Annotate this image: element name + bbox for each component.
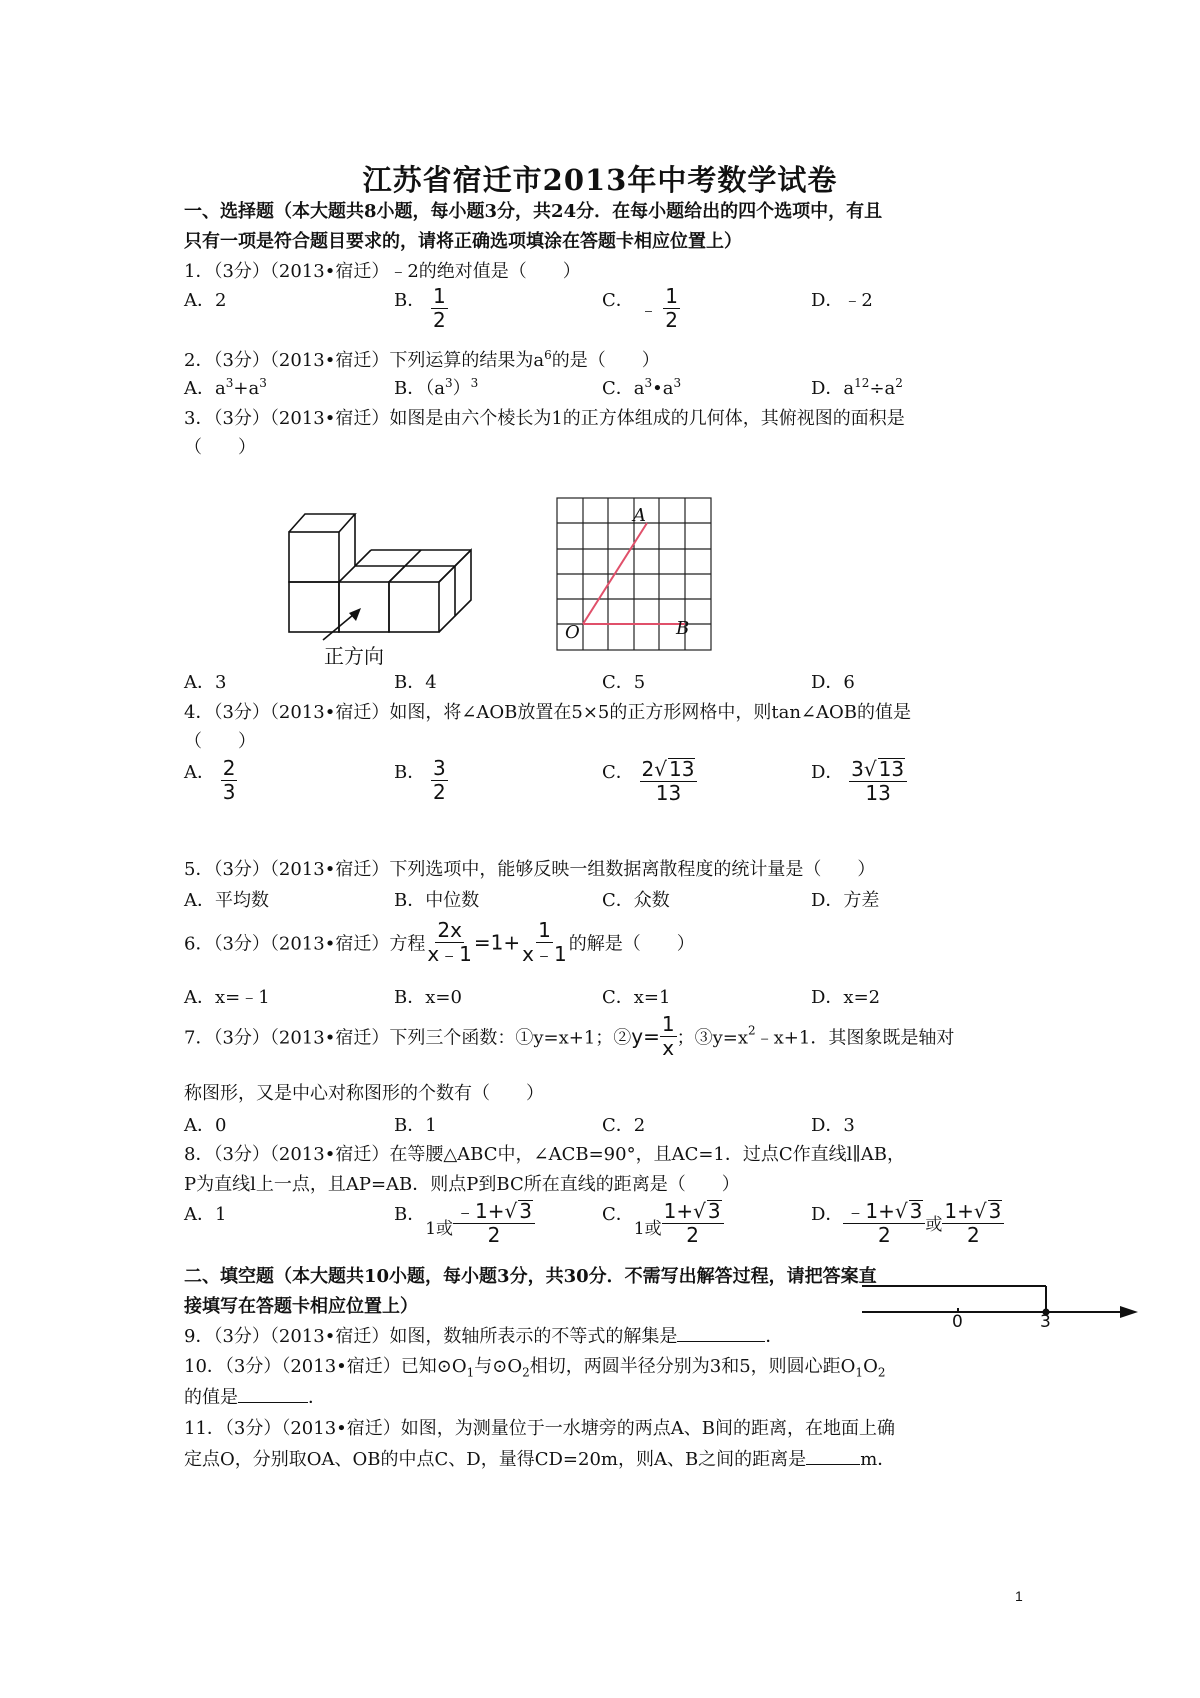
q4-d-fraction <box>849 758 907 804</box>
q2-a-sup2: 3 <box>259 376 267 390</box>
cube-front-bottom-left <box>289 582 339 632</box>
q4-a-den: 3 <box>222 780 236 804</box>
q10-stem-line2 <box>184 1383 326 1409</box>
q4-c-den: 13 <box>655 781 682 805</box>
q2-b-mid: ） <box>452 378 471 399</box>
q7-stem-mid: ；③y=x <box>676 1027 748 1049</box>
q2-c-mid: •a <box>652 378 674 399</box>
q2-option-c <box>602 374 681 400</box>
q2-stem-sup: 6 <box>544 348 552 362</box>
q9-answer-blank[interactable] <box>677 1341 765 1342</box>
q1-option-b-fraction <box>431 286 448 331</box>
q8-option-a: A．1 <box>184 1204 227 1225</box>
q7-stem-pre: 7．（3分）（2013•宿迁）下列三个函数：①y=x+1；② <box>184 1027 632 1049</box>
q4-d-rad: 13 <box>878 757 905 781</box>
q3-option-d: D．6 <box>811 672 855 693</box>
q6-stem-pre: 6．（3分）（2013•宿迁）方程 <box>184 933 426 955</box>
cube-solid-figure <box>285 500 500 672</box>
q10-answer-blank[interactable] <box>238 1402 308 1403</box>
q8-c-den: 2 <box>686 1223 699 1247</box>
page-title: 江苏省宿迁市2013年中考数学试卷 <box>362 163 838 197</box>
q8-c-num-pre: 1+ <box>663 1199 694 1223</box>
q1-c-numerator: 1 <box>665 284 678 308</box>
q9-stem <box>184 1322 783 1348</box>
q5-option-d: D．方差 <box>811 890 880 911</box>
q10-s4: 2 <box>877 1365 886 1380</box>
q8-d-or: 或 <box>925 1215 943 1235</box>
number-line-label-0: 0 <box>952 1312 963 1332</box>
q3-stem-line1: 3．（3分）（2013•宿迁）如图是由六个棱长为1的正方体组成的几何体，其俯视图的面积是 <box>184 408 905 429</box>
q4-stem-line2: （ ） <box>184 731 256 752</box>
q8-d-den1: 2 <box>878 1223 891 1247</box>
q7-stem-line1 <box>184 1014 954 1059</box>
q8-d-rad2: 3 <box>988 1199 1002 1223</box>
q2-d-pre: D．a <box>811 378 855 399</box>
q7-option-a: A．0 <box>184 1115 227 1136</box>
q2-stem-post: 的是（ ） <box>551 350 660 371</box>
q8-stem-line1: 8．（3分）（2013•宿迁）在等腰△ABC中，∠ACB=90°，且AC=1．过点C作直线l∥AB， <box>184 1144 905 1165</box>
q8-b-fraction <box>453 1200 535 1246</box>
q5-option-a: A．平均数 <box>184 890 269 911</box>
q1-option-c-fraction <box>663 286 680 331</box>
q11-stem-line2 <box>184 1445 895 1471</box>
cube-top-face <box>289 514 355 532</box>
grid-label-o: O <box>565 622 580 643</box>
q5-option-c: C．众数 <box>602 890 670 911</box>
q1-option-a: A．2 <box>184 290 227 311</box>
q10-s1: 1 <box>466 1365 475 1380</box>
q8-d-rad1: 3 <box>909 1199 923 1223</box>
q2-option-d <box>811 374 903 400</box>
number-line-label-3: 3 <box>1040 1312 1051 1332</box>
page-number: 1 <box>1015 1588 1023 1604</box>
q10-stem-line1 <box>184 1352 885 1380</box>
q2-option-a <box>184 374 267 400</box>
q4-a-num: 2 <box>222 756 236 780</box>
q3-option-c: C．5 <box>602 672 646 693</box>
q1-c-sign: ﹣ <box>639 300 658 321</box>
q8-b-den: 2 <box>487 1223 501 1247</box>
q2-c-sup1: 3 <box>644 376 653 390</box>
q11-line2-pre: 定点O，分别取OA、OB的中点C、D，量得CD=20m，则A、B之间的距离是 <box>184 1449 807 1470</box>
q7-option-c: C．2 <box>602 1115 646 1136</box>
q4-option-d <box>811 758 907 804</box>
q2-stem-pre: 2．（3分）（2013•宿迁）下列运算的结果为a <box>184 350 545 371</box>
q6-f1-den: x﹣1 <box>427 942 472 966</box>
number-line-arrow <box>1120 1306 1138 1318</box>
q1-b-denominator: 2 <box>432 308 446 332</box>
q4-c-coef: 2 <box>641 757 655 781</box>
grid-label-b: B <box>676 618 690 639</box>
grid-label-a: A <box>633 505 646 526</box>
q4-c-fraction <box>640 758 698 804</box>
q8-d-num1: ﹣1+√ 3 <box>843 1200 925 1224</box>
q8-c-pre: 1或 <box>633 1219 662 1239</box>
q11-line2-end: m． <box>860 1449 896 1470</box>
q4-c-rad: 13 <box>669 757 695 781</box>
q3-option-b: B．4 <box>394 672 437 693</box>
q4-b-fraction <box>431 758 448 803</box>
q8-d-num2-pre: 1+ <box>944 1199 974 1223</box>
q8-b-label: B． <box>394 1204 426 1225</box>
q2-a-pre: A．a <box>184 378 226 399</box>
q2-a-mid: +a <box>233 378 260 399</box>
q2-b-pre: B．（a <box>394 378 445 399</box>
direction-label: 正方向 <box>324 644 384 668</box>
q6-f2-den: x﹣1 <box>522 942 567 966</box>
q6-mid: =1+ <box>473 930 521 955</box>
q4-d-coef: 3 <box>851 757 864 781</box>
q2-c-sup2: 3 <box>673 376 682 390</box>
q10-line2: 的值是 <box>184 1387 238 1408</box>
cube-back-edge-3 <box>405 550 421 566</box>
q7-stem-line2: 称图形，又是中心对称图形的个数有（ ） <box>184 1083 544 1104</box>
q8-b-pre: 1或 <box>425 1219 454 1239</box>
q8-c-label: C． <box>602 1204 634 1225</box>
q4-c-label: C． <box>602 762 634 783</box>
q6-option-d: D．x=2 <box>811 987 881 1008</box>
q8-c-num: 1+√ 3 <box>662 1200 724 1224</box>
q4-stem-line1: 4．（3分）（2013•宿迁）如图，将∠AOB放置在5×5的正方形网格中，则tan∠AOB的值是 <box>184 702 912 723</box>
section1-heading-line1: 一、选择题（本大题共8小题，每小题3分，共24分．在每小题给出的四个选项中，有且 <box>184 201 883 222</box>
q7-option-b: B．1 <box>394 1115 437 1136</box>
q7-option-d: D．3 <box>811 1115 855 1136</box>
cube-side-face-right <box>439 566 455 632</box>
q2-c-pre: C．a <box>602 378 645 399</box>
q11-stem-line1: 11．（3分）（2013•宿迁）如图，为测量位于一水塘旁的两点A、B间的距离，在地面上确 <box>184 1418 896 1439</box>
q6-fraction-1 <box>425 920 474 965</box>
q8-d-num2: 1+√ 3 <box>942 1200 1004 1224</box>
q4-b-label: B． <box>394 762 426 783</box>
q1-option-b-label: B． <box>394 290 426 311</box>
q2-stem <box>184 346 660 372</box>
q10-mid1: 与⊙O <box>474 1356 523 1377</box>
q3-option-a: A．3 <box>184 672 227 693</box>
section2-heading-line2: 接填写在答题卡相应位置上） <box>184 1296 418 1317</box>
q9-stem-text: 9．（3分）（2013•宿迁）如图，数轴所表示的不等式的解集是 <box>184 1326 678 1347</box>
cube-top-right <box>389 566 455 582</box>
q4-d-label: D． <box>811 762 844 783</box>
q2-b-sup2: 3 <box>470 376 479 390</box>
q3-stem-line2: （ ） <box>184 437 256 458</box>
section1-heading-line2: 只有一项是符合题目要求的，请将正确选项填涂在答题卡相应位置上） <box>184 231 742 252</box>
q8-option-d <box>811 1200 1004 1246</box>
q6-option-a: A．x=﹣1 <box>184 987 270 1008</box>
q8-c-rad: 3 <box>707 1199 721 1223</box>
q4-b-den: 2 <box>432 780 446 804</box>
q4-b-num: 3 <box>432 756 446 780</box>
q6-option-c: C．x=1 <box>602 987 671 1008</box>
q2-d-mid: ÷a <box>869 378 896 399</box>
q10-pre: 10．（3分）（2013•宿迁）已知⊙O <box>184 1356 467 1377</box>
q8-b-num-pre: ﹣1+ <box>455 1199 505 1223</box>
q8-option-b <box>394 1200 535 1246</box>
q7-f-den: x <box>662 1036 675 1060</box>
q1-stem: 1．（3分）（2013•宿迁）﹣2的绝对值是（ ） <box>184 261 581 282</box>
q4-option-c <box>602 758 697 804</box>
q7-y-eq: y= <box>631 1024 660 1049</box>
q1-option-b <box>394 286 448 331</box>
q9-end: ． <box>765 1326 784 1347</box>
q10-end: ． <box>308 1387 326 1408</box>
cube-front-top-left <box>289 532 339 582</box>
q6-stem <box>184 920 695 965</box>
q8-c-fraction <box>662 1200 724 1246</box>
q8-d-fraction-1 <box>843 1200 925 1246</box>
q4-c-num: 2√ 13 <box>640 758 698 782</box>
q4-option-a <box>184 758 237 803</box>
q1-c-denominator: 2 <box>665 308 678 332</box>
q7-fraction <box>660 1014 677 1059</box>
q8-option-c <box>602 1200 724 1246</box>
q6-f2-num: 1 <box>538 918 551 942</box>
q7-sup: 2 <box>748 1023 756 1038</box>
q1-option-c-label: C． <box>602 290 634 311</box>
cube-front-bottom-right <box>389 582 439 632</box>
direction-arrow-head <box>349 608 361 621</box>
cube-front-bottom-middle <box>339 582 389 632</box>
q1-option-d: D．﹣2 <box>811 290 873 311</box>
q8-d-label: D． <box>811 1204 844 1225</box>
q8-d-den2: 2 <box>967 1223 980 1247</box>
q6-fraction-2 <box>520 920 569 965</box>
q2-d-sup1: 12 <box>854 376 870 390</box>
section2-heading-line1: 二、填空题（本大题共10小题，每小题3分，共30分．不需写出解答过程，请把答案直 <box>184 1266 877 1287</box>
q10-s2: 2 <box>522 1365 530 1380</box>
q8-d-fraction-2 <box>942 1200 1004 1246</box>
q8-d-num1-pre: ﹣1+ <box>845 1199 895 1223</box>
q6-f1-num: 2x <box>437 918 462 942</box>
q4-a-fraction <box>221 758 238 803</box>
q1-option-c <box>602 286 680 331</box>
q2-d-sup2: 2 <box>895 376 903 390</box>
q7-stem-post: ﹣x+1．其图象既是轴对 <box>755 1027 955 1049</box>
q2-option-b <box>394 374 478 400</box>
q6-stem-post: 的解是（ ） <box>568 933 695 955</box>
q2-a-sup1: 3 <box>225 376 234 390</box>
q8-b-num: ﹣1+√ 3 <box>453 1200 535 1224</box>
cube-top-middle <box>339 566 405 582</box>
number-line-figure <box>858 1282 1140 1338</box>
q6-option-b: B．x=0 <box>394 987 462 1008</box>
q8-b-rad: 3 <box>519 1199 533 1223</box>
q5-stem: 5．（3分）（2013•宿迁）下列选项中，能够反映一组数据离散程度的统计量是（ ） <box>184 859 876 880</box>
q8-stem-line2: P为直线l上一点，且AP=AB．则点P到BC所在直线的距离是（ ） <box>184 1174 740 1195</box>
q11-answer-blank[interactable] <box>806 1464 860 1465</box>
q2-b-sup1: 3 <box>444 376 453 390</box>
q4-d-num: 3√ 13 <box>849 758 907 782</box>
cube-back-edge-1 <box>355 550 371 566</box>
cube-side-face-back <box>455 550 471 616</box>
q5-option-b: B．中位数 <box>394 890 480 911</box>
q10-mid2: 相切，两圆半径分别为3和5，则圆心距O <box>529 1356 856 1377</box>
q4-a-label: A． <box>184 762 215 783</box>
q4-option-b <box>394 758 448 803</box>
q10-s3: 1 <box>855 1365 864 1380</box>
q7-f-num: 1 <box>661 1012 675 1036</box>
q10-mid3: O <box>863 1356 878 1377</box>
q4-d-den: 13 <box>865 781 891 805</box>
q1-b-numerator: 1 <box>432 284 446 308</box>
